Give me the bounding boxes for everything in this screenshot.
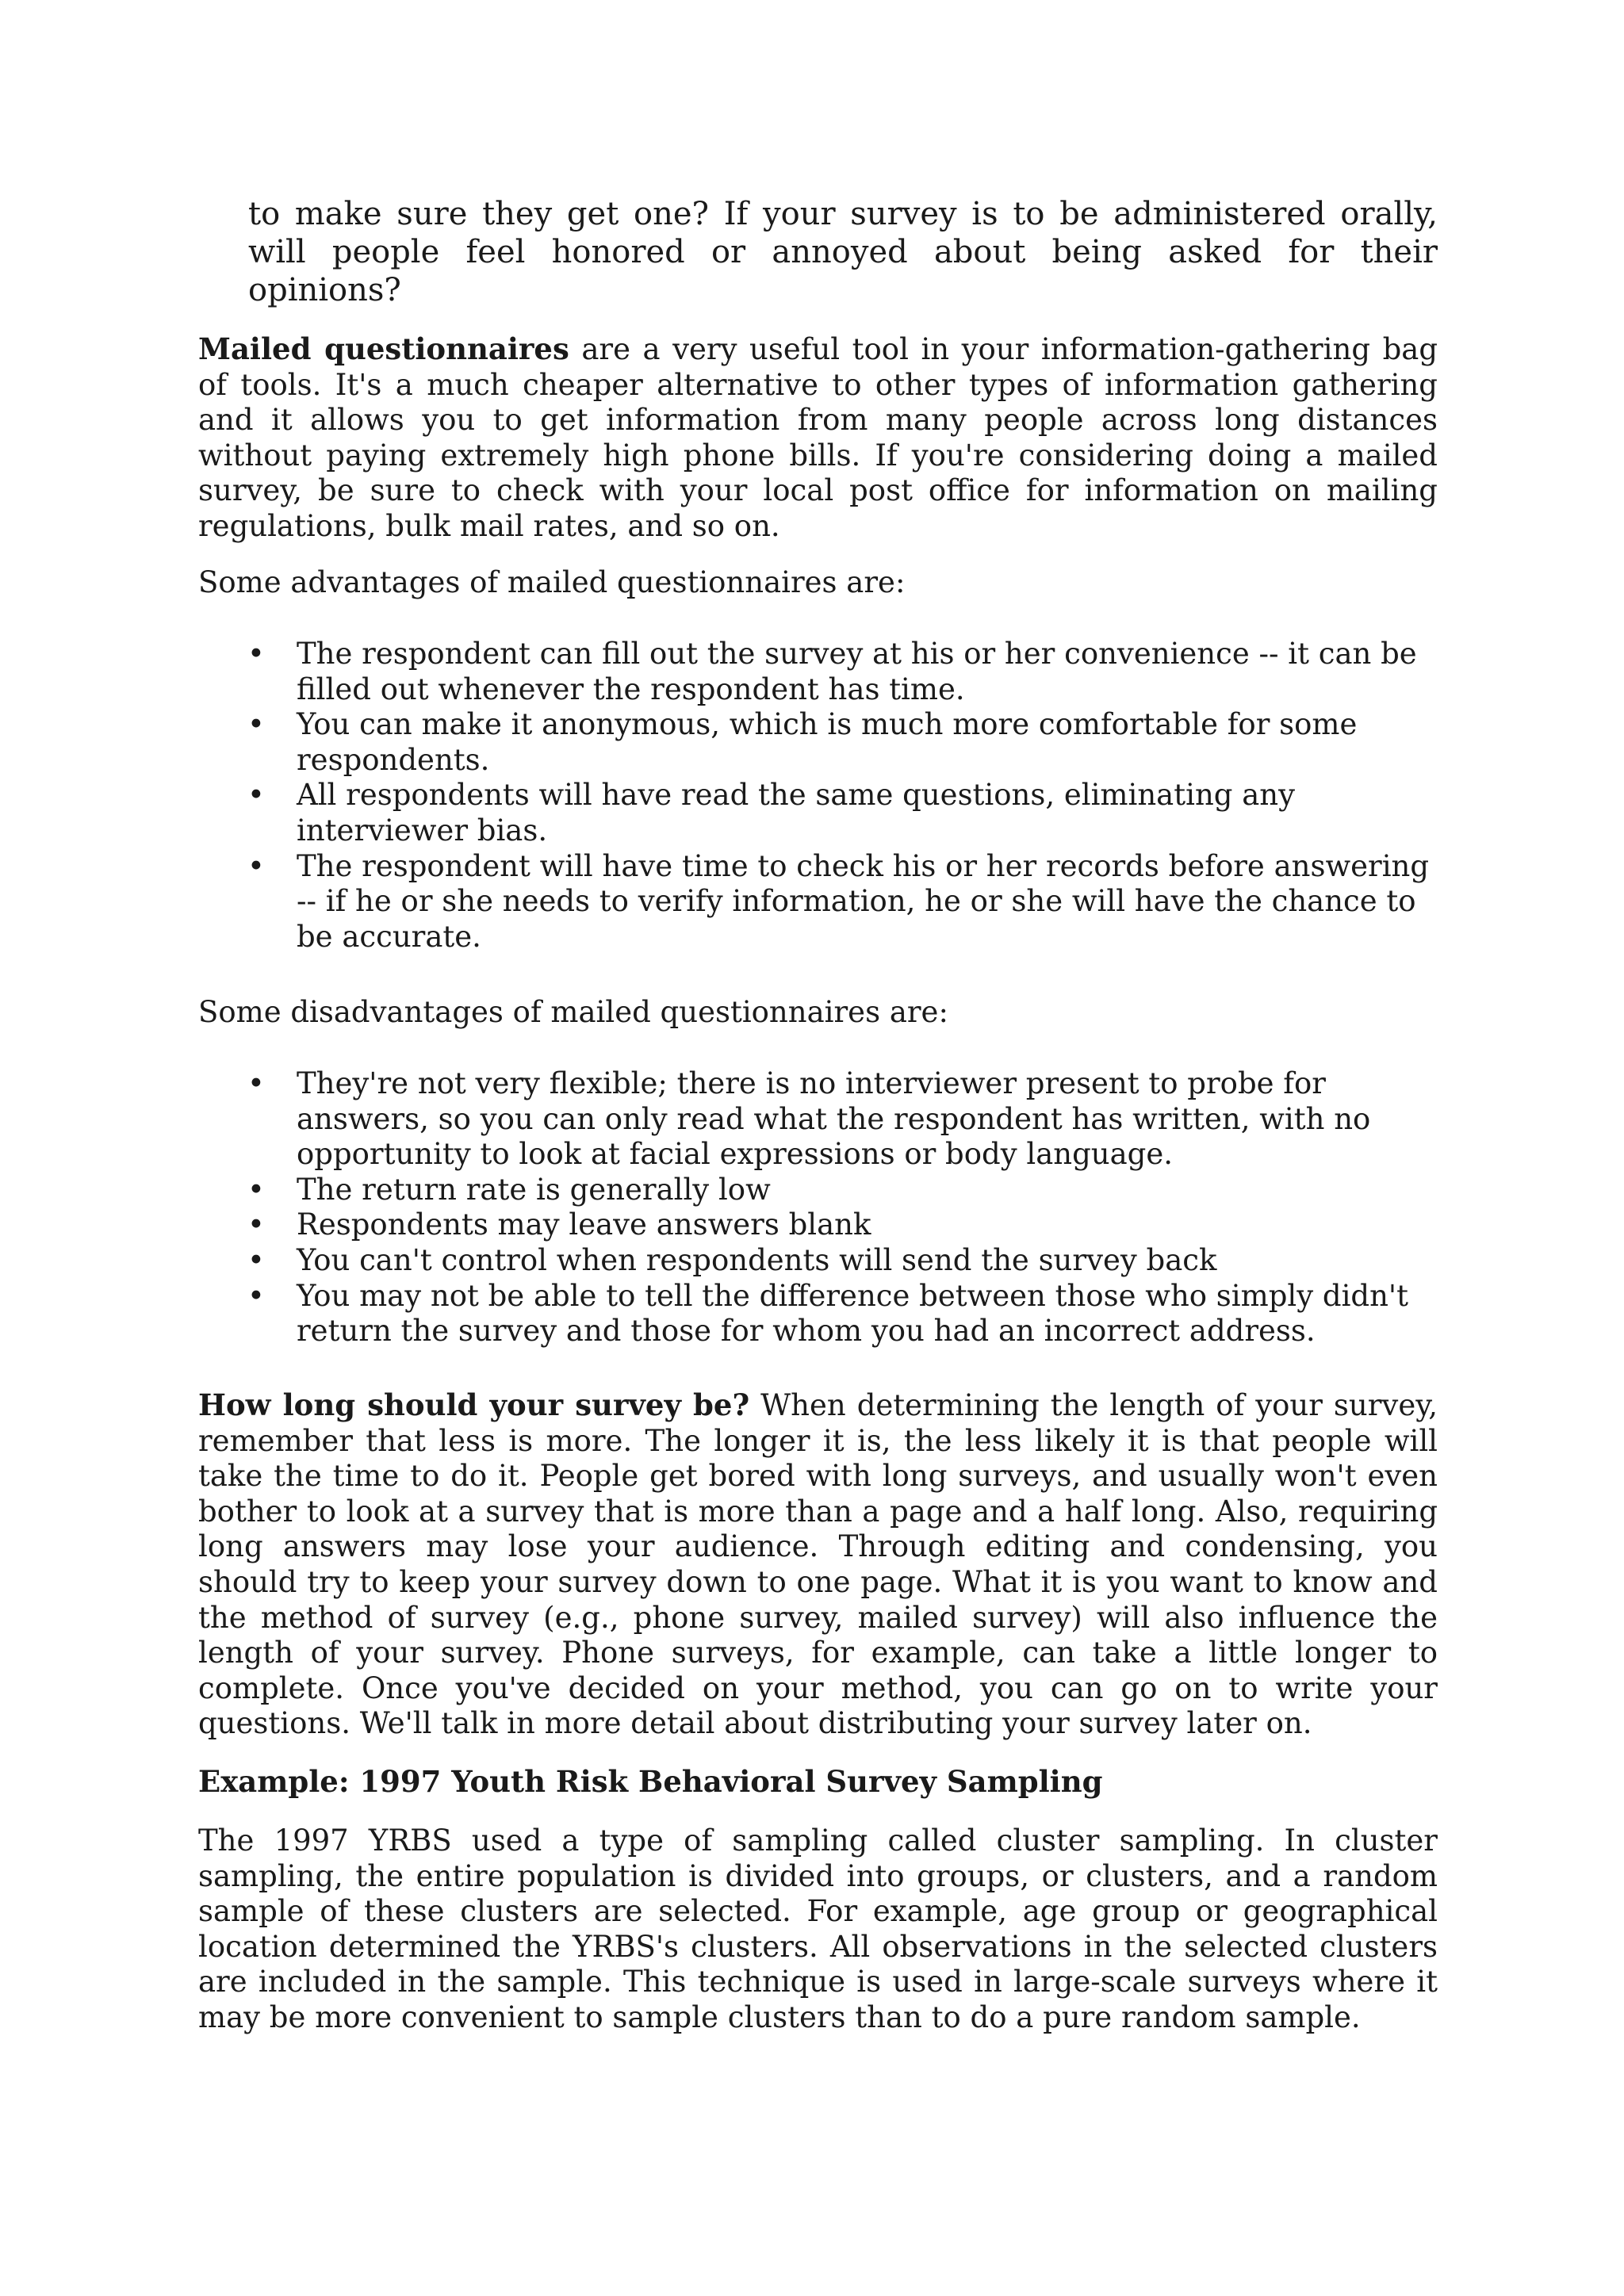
list-item: • All respondents will have read the same questions, eliminating any interviewer bias.: [198, 778, 1438, 848]
advantages-lead: Some advantages of mailed questionnaires are:: [198, 565, 906, 599]
list-item: • The respondent will have time to check his or her records before answering -- if he or she needs to verify information, he or she will have the chance to be accurate.: [198, 849, 1438, 955]
list-item: • The respondent can fill out the survey at his or her convenience -- it can be filled out whenever the respondent has time.: [198, 637, 1438, 707]
disadvantages-list: [198, 1066, 1438, 1349]
list-item: • They're not very flexible; there is no interviewer present to probe for answers, so you can only read what the respondent has written, with no opportunity to look at facial expressions or body language.: [198, 1066, 1438, 1173]
list-item: • You can make it anonymous, which is much more comfortable for some respondents.: [198, 707, 1438, 778]
mailed-questionnaires-text: are a very useful tool in your information-gathering bag of tools. It's a much cheaper alternative to other types of information gathering and it allows you to get information from many people across long distances without paying extremely high phone bills. If you're considering doing a mailed survey, be sure to check with your local post office for information on mailing regulations, bulk mail rates, and so on.: [198, 332, 1438, 543]
list-item: • The return rate is generally low: [198, 1173, 1438, 1208]
disadvantages-lead: Some disadvantages of mailed questionnaires are:: [198, 995, 948, 1029]
advantages-list: [198, 637, 1438, 955]
list-item: • Respondents may leave answers blank: [198, 1207, 1438, 1243]
list-item: • You can't control when respondents will send the survey back: [198, 1243, 1438, 1279]
example-paragraph: The 1997 YRBS used a type of sampling called cluster sampling. In cluster sampling, the entire population is divided into groups, or clusters, and a random sample of these clusters are selected. For example, age group or geographical location determined the YRBS's clusters. All observations in the selected clusters are included in the sample. This technique is used in large-scale surveys where it may be more convenient to sample clusters than to do a pure random sample.: [198, 1823, 1438, 2034]
list-item: • You may not be able to tell the difference between those who simply didn't return the survey and those for whom you had an incorrect address.: [198, 1279, 1438, 1349]
survey-length-term: How long should your survey be?: [198, 1387, 750, 1422]
continuation-paragraph: to make sure they get one? If your survey is to be administered orally, will people feel honored or annoyed about being asked for their opinions?: [248, 196, 1438, 308]
example-heading: Example: 1997 Youth Risk Behavioral Survey Sampling: [198, 1764, 1103, 1799]
survey-length-text: When determining the length of your survey, remember that less is more. The longer it is, the less likely it is that people will take the time to do it. People get bored with long surveys, and usually won't even bother to look at a survey that is more than a page and a half long. Also, requiring long answers may lose your audience. Through editing and condensing, you should try to keep your survey down to one page. What it is you want to know and the method of survey (e.g., phone survey, mailed survey) will also influence the length of your survey. Phone surveys, for example, can take a little longer to complete. Once you've decided on your method, you can go on to write your questions. We'll talk in more detail about distributing your survey later on.: [198, 1388, 1438, 1741]
survey-length-paragraph: [198, 1387, 1438, 1742]
mailed-questionnaires-paragraph: [198, 331, 1438, 545]
mailed-questionnaires-term: Mailed questionnaires: [198, 331, 569, 366]
